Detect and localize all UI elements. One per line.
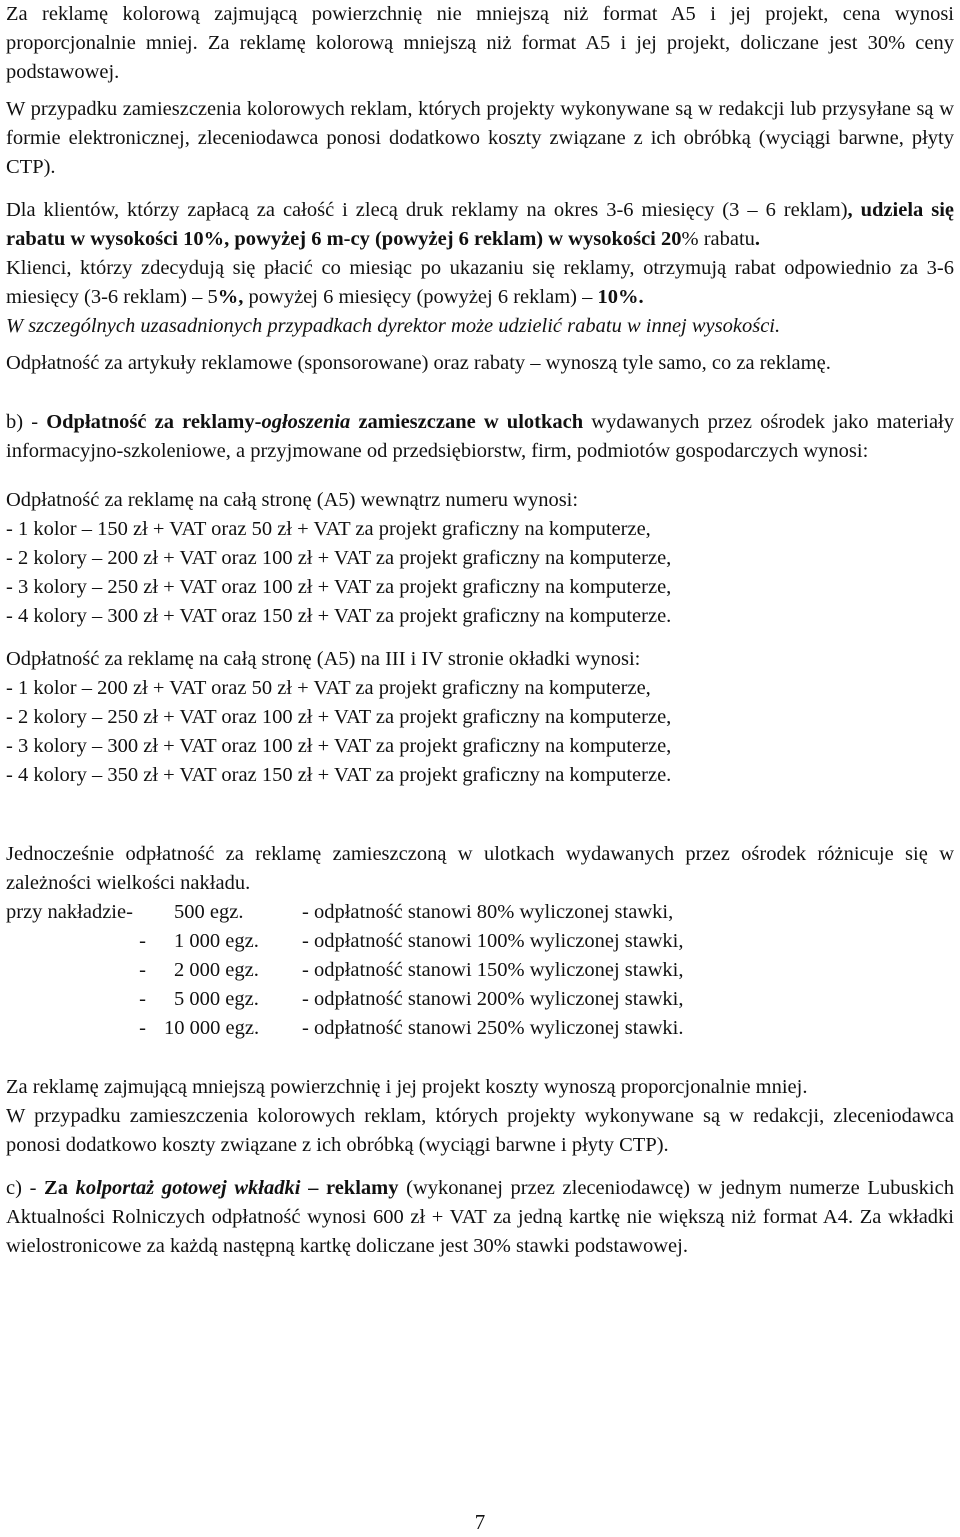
paragraph-color-processing: W przypadku zamieszczenia kolorowych reklam, których projekty wykonywane są w redakcji lub przysyłane są w formie elektronicznej, zleceniodawca ponosi dodatkowo koszty związane z ich obróbką (wyciągi barwne, płyty CTP). (6, 98, 954, 178)
inside-price-line: - 4 kolory – 300 zł + VAT oraz 150 zł + VAT za projekt graficzny na komputerze. (6, 605, 672, 627)
paragraph-sponsored-articles: Odpłatność za artykuły reklamowe (sponsorowane) oraz rabaty – wynoszą tyle samo, co za reklamę. (6, 352, 831, 374)
cover-price-title: Odpłatność za reklamę na całą stronę (A5) na III i IV stronie okładki wynosi: (6, 648, 641, 670)
paragraph-color-editorial: W przypadku zamieszczenia kolorowych reklam, których projekty wykonywane są w redakcji, zleceniodawca ponosi dodatkowo koszty związane z ich obróbką (wyciągi barwne i płyty CTP). (6, 1105, 954, 1156)
page-number: 7 (474, 1510, 486, 1534)
cover-price-line: - 3 kolory – 300 zł + VAT oraz 100 zł + VAT za projekt graficzny na komputerze, (6, 735, 672, 757)
paragraph-smaller-area: Za reklamę zajmującą mniejszą powierzchnię i jej projekt koszty wynoszą proporcjonalnie mniej. (6, 1076, 808, 1098)
section-c-insert: c) - Za kolportaż gotowej wkładki – reklamy (wykonanej przez zleceniodawcę) w jednym numerze Lubuskich Aktualności Rolniczych odpłatność wynosi 600 zł + VAT za jedną kartkę nie większą niż format A4. Za wkładki wielostronicowe za każdą następną kartkę doliczane jest 30% stawki podstawowej. (6, 1177, 954, 1257)
inside-price-line: - 2 kolory – 200 zł + VAT oraz 100 zł + VAT za projekt graficzny na komputerze, (6, 547, 672, 569)
print-run-row: - 10 000 egz. - odpłatność stanowi 250% wyliczonej stawki. (139, 1017, 684, 1039)
section-b-intro: b) - Odpłatność za reklamy-ogłoszenia zamieszczane w ulotkach wydawanych przez ośrodek jako materiały informacyjno-szkoleniowe, a przyjmowane od przedsiębiorstw, firm, podmiotów gospodarczych wynosi: (6, 411, 954, 462)
inside-price-line: - 3 kolory – 250 zł + VAT oraz 100 zł + VAT za projekt graficzny na komputerze, (6, 576, 672, 598)
cover-price-line: - 4 kolory – 350 zł + VAT oraz 150 zł + VAT za projekt graficzny na komputerze. (6, 764, 672, 786)
paragraph-monthly-discount: Klienci, którzy zdecydują się płacić co miesiąc po ukazaniu się reklamy, otrzymują rabat odpowiednio za 3-6 miesięcy (3-6 reklam) – 5%, powyżej 6 miesięcy (powyżej 6 reklam) – 10%. (6, 257, 954, 308)
document-page (6, 0, 954, 1261)
print-run-row: - 2 000 egz. - odpłatność stanowi 150% wyliczonej stawki, (139, 959, 684, 981)
inside-price-title: Odpłatność za reklamę na całą stronę (A5) wewnątrz numeru wynosi: (6, 489, 579, 511)
paragraph-small-ads: Za reklamę kolorową zajmującą powierzchnię nie mniejszą niż format A5 i jej projekt, cena wynosi proporcjonalnie mniej. Za reklamę kolorową mniejszą niż format A5 i jej projekt, doliczane jest 30% ceny podstawowej. (6, 3, 954, 83)
paragraph-director-discount: W szczególnych uzasadnionych przypadkach dyrektor może udzielić rabatu w innej wysokości. (6, 315, 781, 337)
paragraph-print-run: Jednocześnie odpłatność za reklamę zamieszczoną w ulotkach wydawanych przez ośrodek różnicuje się w zależności wielkości nakładu. (6, 843, 954, 894)
inside-price-list (6, 486, 954, 631)
cover-price-line: - 2 kolory – 250 zł + VAT oraz 100 zł + VAT za projekt graficzny na komputerze, (6, 706, 672, 728)
cover-price-line: - 1 kolor – 200 zł + VAT oraz 50 zł + VAT za projekt graficzny na komputerze, (6, 677, 651, 699)
print-run-row: - 5 000 egz. - odpłatność stanowi 200% wyliczonej stawki, (139, 988, 684, 1010)
inside-price-line: - 1 kolor – 150 zł + VAT oraz 50 zł + VAT za projekt graficzny na komputerze, (6, 518, 651, 540)
print-run-table (6, 898, 954, 1043)
cover-price-list (6, 645, 954, 790)
print-run-row: - 1 000 egz. - odpłatność stanowi 100% wyliczonej stawki, (139, 930, 684, 952)
paragraph-prepay-discount: Dla klientów, którzy zapłacą za całość i zlecą druk reklamy na okres 3-6 miesięcy (3 – 6 reklam), udziela się rabatu w wysokości 10%, powyżej 6 m-cy (powyżej 6 reklam) w wysokości 20% rabatu. (6, 199, 954, 250)
print-run-row: przy nakładzie- 500 egz. - odpłatność stanowi 80% wyliczonej stawki, (6, 901, 674, 923)
